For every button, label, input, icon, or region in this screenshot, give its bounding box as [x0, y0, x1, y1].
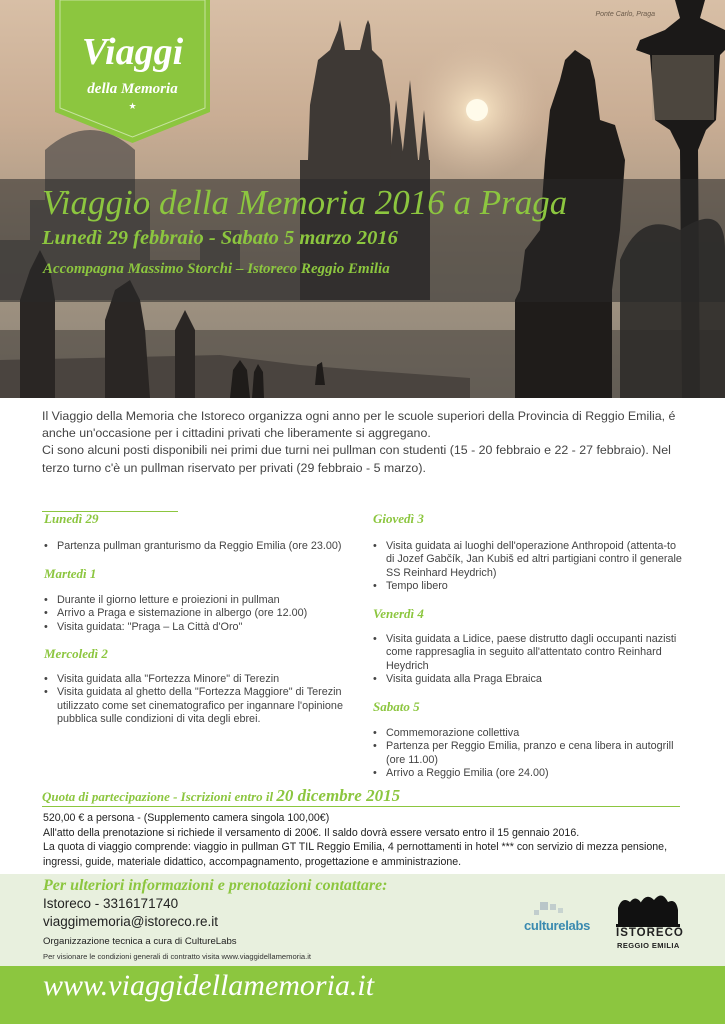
list-item: • Visita guidata a Lidice, paese distrutto dagli occupanti nazisti come rappresaglia in seguito all'attentato contro Reinhard Heydrich [373, 633, 683, 673]
day-heading: Sabato 5 [373, 699, 420, 714]
quota-line: All'atto della prenotazione si richiede il versamento di 200€. Il saldo dovrà essere versato entro il 15 gennaio 2016. [43, 826, 580, 839]
list-item: • Durante il giorno letture e proiezioni in pullman [44, 594, 364, 607]
contact-email[interactable]: viaggimemoria@istoreco.re.it [43, 914, 219, 929]
day-items [44, 540, 364, 553]
page-title: Viaggio della Memoria 2016 a Praga [42, 183, 568, 222]
list-item: • Partenza pullman granturismo da Reggio Emilia (ore 23.00) [44, 540, 364, 553]
list-item: • Visita guidata al ghetto della "Fortezza Maggiore" di Terezin utilizzato come set cinematografico per ingannare l'opinione pubblica sulle condizioni di vita degli ebrei. [44, 686, 356, 726]
list-item: • Visita guidata alla Praga Ebraica [373, 673, 683, 686]
istoreco-logo [614, 888, 684, 958]
star-icon: ★ [128, 101, 137, 111]
istoreco-name: ISTORECO [616, 927, 684, 939]
photo-credit: Ponte Carlo, Praga [595, 11, 655, 18]
day-items [373, 540, 683, 593]
list-item: • Commemorazione collettiva [373, 727, 683, 740]
intro-text [42, 408, 687, 477]
day-items [373, 727, 683, 780]
website-link[interactable]: www.viaggidellamemoria.it [43, 969, 375, 1002]
badge-subtitle: della Memoria [87, 81, 178, 97]
quota-details [43, 811, 688, 869]
trip-companion: Accompagna Massimo Storchi – Istoreco Reggio Emilia [43, 261, 390, 277]
conditions-note: Per visionare le condizioni generali di contratto visita www.viaggidellamemoria.it [43, 952, 312, 961]
quota-heading-text: Quota di partecipazione - Iscrizioni entro il [42, 789, 277, 804]
day-heading: Mercoledì 2 [44, 646, 108, 661]
day-heading: Martedì 1 [44, 566, 97, 581]
day-items [44, 673, 356, 726]
quota-rule [42, 806, 680, 807]
list-item: • Visita guidata alla "Fortezza Minore" di Terezin [44, 673, 356, 686]
list-item: • Visita guidata ai luoghi dell'operazione Anthropoid (attenta-to di Jozef Gabčík, Jan Kubiš ed altri partigiani contro il generale SS Reinhard Heydrich) [373, 540, 683, 580]
quota-line: La quota di viaggio comprende: viaggio in pullman GT TIL Reggio Emilia, 4 pernottamenti in hotel *** con servizio di mezza pensione, ingressi, guide, materiale didattico, accompagnamento, progettazione e amministrazione. [43, 841, 668, 868]
contact-heading: Per ulteriori informazioni e prenotazioni contattare: [43, 877, 388, 894]
quota-deadline: 20 dicembre 2015 [276, 786, 401, 805]
intro-paragraph: Il Viaggio della Memoria che Istoreco organizza ogni anno per le scuole superiori della Provincia di Reggio Emilia, é anche un'occasione per i cittadini privati che liberamente si aggregano. [42, 409, 676, 441]
quota-line: 520,00 € a persona - (Supplemento camera singola 100,00€) [43, 812, 330, 824]
trip-dates: Lunedì 29 febbraio - Sabato 5 marzo 2016 [42, 227, 398, 249]
organizer-note: Organizzazione tecnica a cura di CultureLabs [43, 936, 237, 947]
istoreco-trees-icon [614, 888, 684, 928]
day-heading: Venerdì 4 [373, 606, 424, 621]
culturelabs-text: culturelabs [524, 918, 591, 933]
day-items [44, 594, 364, 634]
list-item: • Arrivo a Praga e sistemazione in albergo (ore 12.00) [44, 607, 364, 620]
list-item: • Tempo libero [373, 580, 683, 593]
intro-paragraph: Ci sono alcuni posti disponibili nei primi due turni nei pullman con studenti (15 - 20 febbraio e 22 - 27 febbraio). Nel terzo turno c'è un pullman riservato per privati (29 febbraio - 5 marzo). [42, 443, 671, 475]
badge-title: Viaggi [81, 31, 184, 73]
list-item: • Partenza per Reggio Emilia, pranzo e cena libera in autogrill (ore 11.00) [373, 740, 683, 767]
list-item: • Arrivo a Reggio Emilia (ore 24.00) [373, 767, 683, 780]
quota-heading [42, 786, 400, 806]
day-items [373, 633, 683, 686]
culturelabs-logo [512, 898, 600, 946]
istoreco-city: REGGIO EMILIA [617, 941, 680, 950]
viaggi-memoria-badge [55, 0, 210, 143]
day-heading: Lunedì 29 [44, 511, 99, 526]
list-item: • Visita guidata: "Praga – La Città d'Oro" [44, 621, 364, 634]
day-heading: Giovedì 3 [373, 511, 424, 526]
contact-phone[interactable]: Istoreco - 3316171740 [43, 896, 179, 911]
